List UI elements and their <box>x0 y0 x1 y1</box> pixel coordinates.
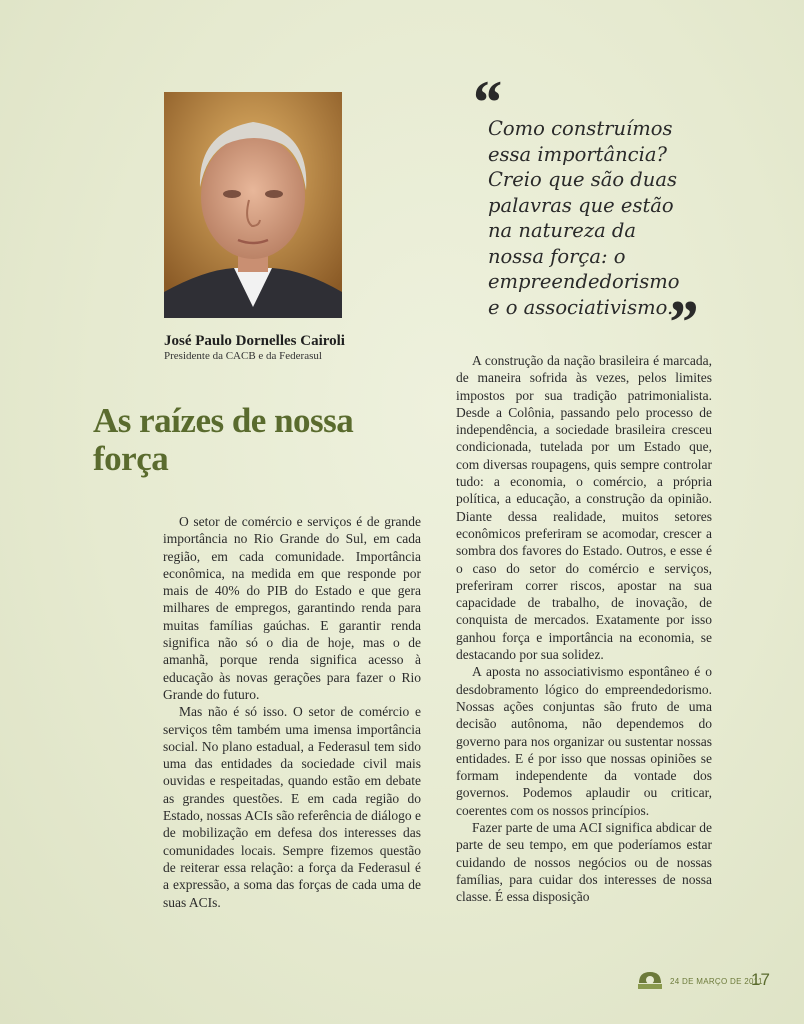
body-column-left <box>163 513 421 911</box>
portrait-photo <box>164 92 342 318</box>
body-paragraph: Mas não é só isso. O setor de comércio e serviços têm também uma imensa importância social. No plano estadual, a Federasul tem sido uma das entidades da sociedade civil mais ouvidas e respeitadas, quando estão em debate as grandes questões. E em cada região do Estado, nossas ACIs são referência de diálogo e de mobilização em defesa dos interesses das comunidades locais. Sempre fizemos questão de reiterar essa relação: a força da Federasul é a expressão, a soma das forças de cada uma de suas ACIs. <box>163 704 421 910</box>
photo-caption-role: Presidente da CACB e da Federasul <box>164 350 322 362</box>
acia-logo-icon <box>636 969 664 991</box>
pull-quote: Como construímos essa importância? Creio que são duas palavras que estão na natureza da nossa força: o empreendedorismo e o associativismo. <box>488 117 680 319</box>
page-number: 17 <box>751 970 770 989</box>
body-paragraph: A construção da nação brasileira é marcada, de maneira sofrida às vezes, pelos limites impostos por sua tradição patrimonialista. Desde a Colônia, passando pelo processo de independência, a sociedade brasileira cresceu condicionada, tutelada por um Estado que, com diversas roupagens, quis sempre controlar tudo: a economia, o comércio, a própria política, a educação, a construção da opinião. Diante dessa realidade, muitos setores econômicos preferiram se acomodar, crescer a sombra dos favores do Estado. Outros, e esse é o caso do setor do comércio e serviços, preferiram correr riscos, apostar na sua capacidade de trabalho, de inovação, de conquista de mercados. Exatamente por isso ganhou força e importância na economia, se destacando por sua solidez. <box>456 353 712 663</box>
footer-date: 24 DE MARÇO DE 2011 <box>670 977 763 986</box>
body-paragraph: O setor de comércio e serviços é de grande importância no Rio Grande do Sul, em cada região, em cada comunidade. Importância econômica, na medida em que responde por mais de 40% do PIB do Estado e que gera milhares de empregos, garantindo renda para muitas famílias gaúchas. E garantir renda significa não só o dia de hoje, mas o de amanhã, porque renda significa acesso à educação às novas gerações para fazer o Rio Grande do futuro. <box>163 514 421 702</box>
body-paragraph: Fazer parte de uma ACI significa abdicar de parte de seu tempo, em que poderíamos estar cuidando de nossos negócios ou de nossas famílias, para cuidar dos interesses de nossa classe. É essa disposição <box>456 820 712 905</box>
body-paragraph: A aposta no associativismo espontâneo é o desdobramento lógico do empreendedorismo. Nossas ações conjuntas são fruto de uma decisão autônoma, não dependemos do governo para nos organizar ou sustentar nossas entidades. E é por isso que nossas opiniões se formam independente da vontade dos governos. Podemos aplaudir ou criticar, coerentes com os nossos princípios. <box>456 664 712 818</box>
photo-caption-name: José Paulo Dornelles Cairoli <box>164 333 345 349</box>
article-headline: As raízes de nossa força <box>93 401 354 478</box>
body-column-right <box>456 352 712 906</box>
quote-close-mark: ” <box>666 289 697 357</box>
quote-open-mark: “ <box>470 69 501 137</box>
portrait-illustration <box>164 92 342 318</box>
